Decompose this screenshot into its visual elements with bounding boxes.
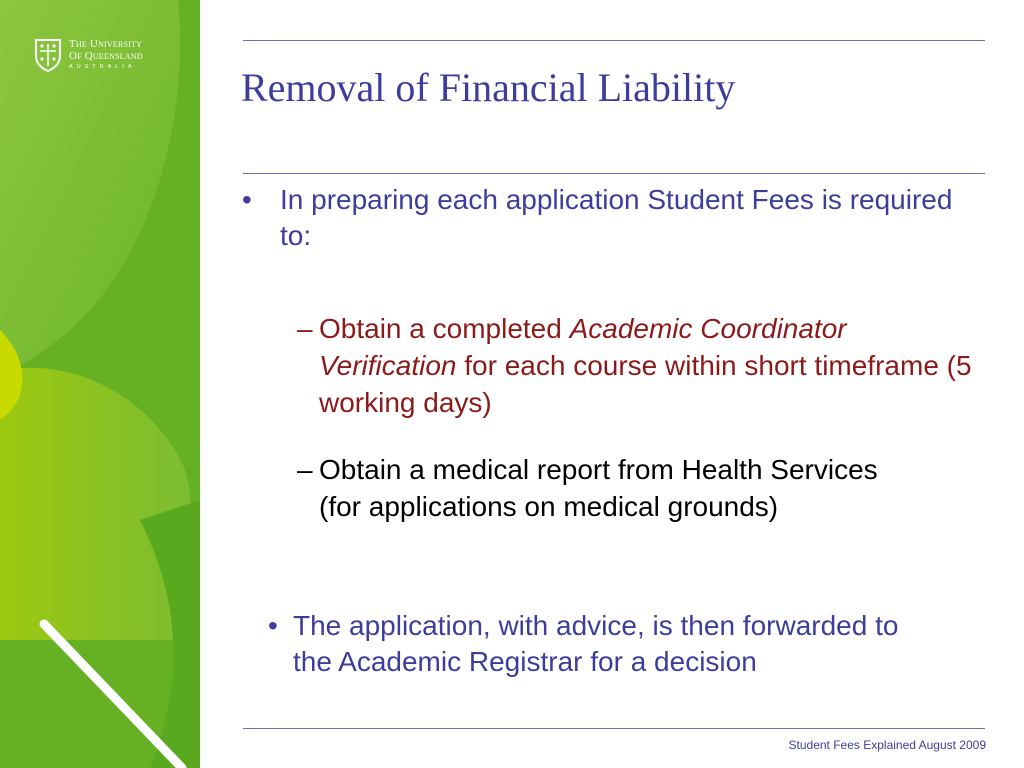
logo-line-1: The University bbox=[69, 38, 143, 50]
dash-marker-2: – bbox=[297, 454, 313, 485]
green-decorative-panel bbox=[0, 0, 200, 768]
bullet-marker-1: • bbox=[242, 184, 252, 215]
top-rule bbox=[243, 40, 985, 41]
title-underline bbox=[243, 173, 985, 174]
bottom-rule bbox=[243, 728, 985, 729]
slide-title: Removal of Financial Liability bbox=[241, 65, 736, 110]
bullet-1-text: In preparing each application Student Fees is required to: bbox=[280, 184, 953, 251]
crest-icon bbox=[33, 38, 63, 72]
sub-bullet-2: Obtain a medical report from Health Services (for applications on medical grounds) bbox=[319, 454, 878, 522]
bullet-2-text: The application, with advice, is then forwarded to the Academic Registrar for a decision bbox=[293, 610, 899, 677]
logo-line-3: AUSTRALIA bbox=[69, 64, 136, 70]
university-logo bbox=[33, 38, 143, 72]
dash-marker-1: – bbox=[297, 313, 313, 344]
sub-bullet-1-post: for each course within short timeframe (5 working days) bbox=[319, 350, 972, 418]
sub-bullet-1-pre: Obtain a completed bbox=[319, 313, 570, 344]
footer-text: Student Fees Explained August 2009 bbox=[788, 738, 986, 752]
logo-line-2: Of Queensland bbox=[69, 50, 143, 62]
sub-bullet-1 bbox=[319, 310, 987, 421]
bullet-marker-2: • bbox=[268, 610, 278, 641]
sub-bullet-1-emphasis: Academic Coordinator Verification bbox=[319, 313, 847, 381]
